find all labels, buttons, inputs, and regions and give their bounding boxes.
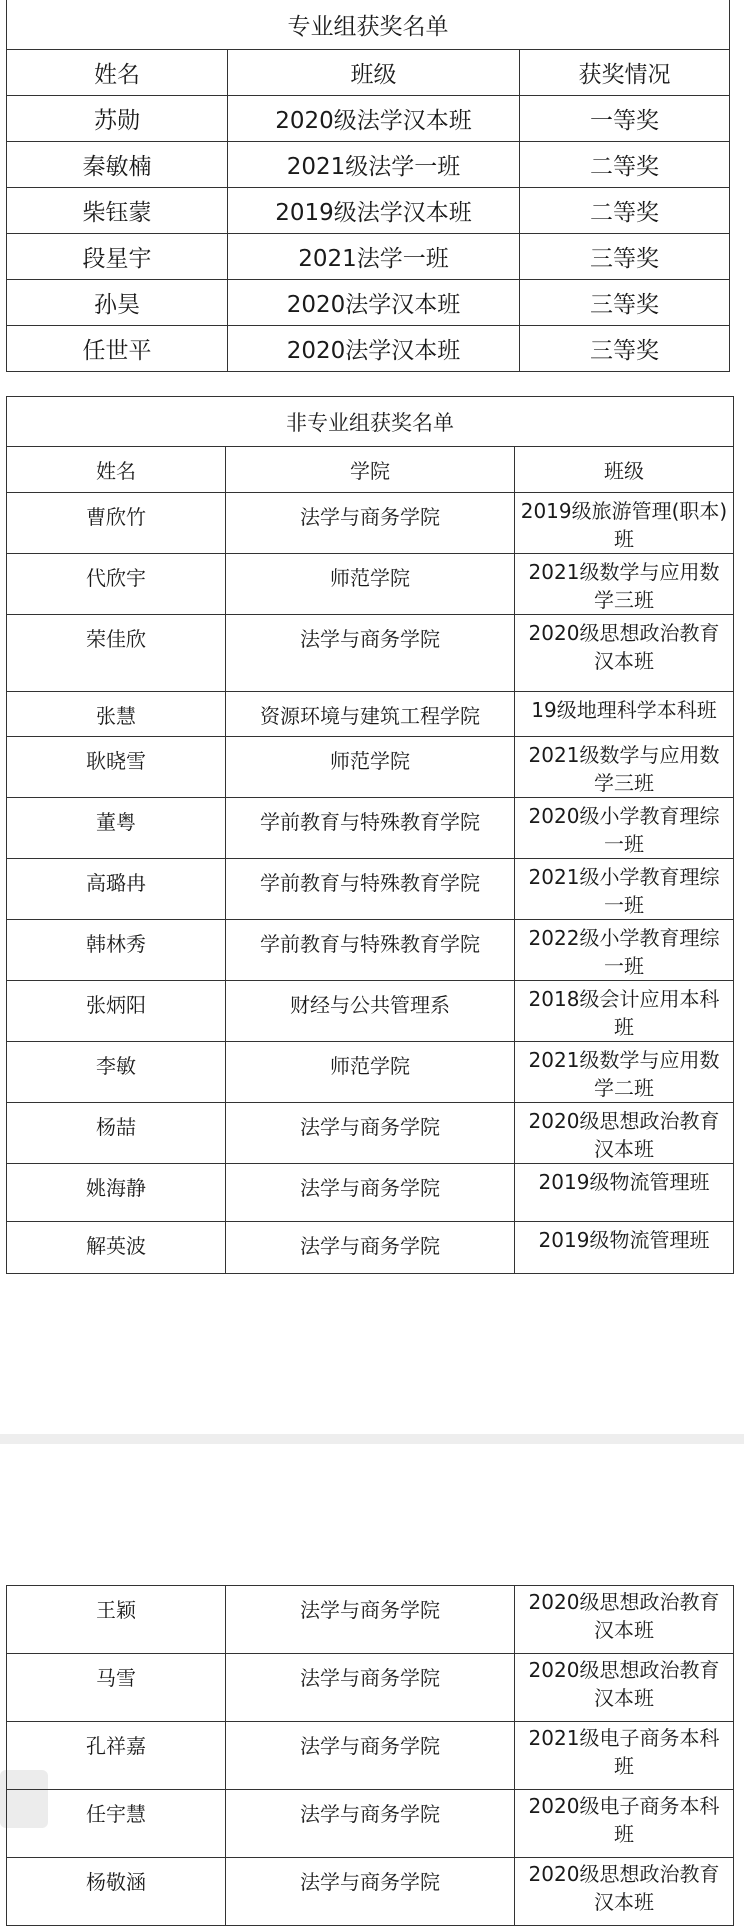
name-cell: 荣佳欣 (7, 615, 226, 692)
award-cell: 三等奖 (520, 326, 730, 372)
award-cell: 三等奖 (520, 280, 730, 326)
class-cell: 2020级思想政治教育汉本班 (515, 1103, 734, 1164)
class-cell: 2021级电子商务本科班 (515, 1722, 734, 1790)
college-cell: 法学与商务学院 (226, 1654, 515, 1722)
page-divider (0, 1434, 744, 1444)
name-cell: 解英波 (7, 1222, 226, 1274)
table-row (7, 1042, 734, 1103)
class-cell: 2019级法学汉本班 (228, 188, 520, 234)
table-row (7, 798, 734, 859)
table-row (7, 1222, 734, 1274)
college-cell: 法学与商务学院 (226, 1586, 515, 1654)
class-cell: 2020级法学汉本班 (228, 96, 520, 142)
name-cell: 张炳阳 (7, 981, 226, 1042)
class-cell: 2022级小学教育理综一班 (515, 920, 734, 981)
name-cell: 耿晓雪 (7, 737, 226, 798)
table-row (7, 615, 734, 692)
table-row (7, 981, 734, 1042)
college-cell: 师范学院 (226, 554, 515, 615)
class-cell: 2020法学汉本班 (228, 280, 520, 326)
name-cell: 李敏 (7, 1042, 226, 1103)
class-cell: 19级地理科学本科班 (515, 692, 734, 737)
header-award: 获奖情况 (520, 50, 730, 96)
table-header-row (7, 50, 730, 96)
name-cell: 代欣宇 (7, 554, 226, 615)
name-cell: 任宇慧 (7, 1790, 226, 1858)
name-cell: 董粤 (7, 798, 226, 859)
header-name: 姓名 (7, 50, 228, 96)
table-row (7, 493, 734, 554)
name-cell: 杨敬涵 (7, 1858, 226, 1926)
table-row (7, 1858, 734, 1926)
table-row (7, 920, 734, 981)
college-cell: 学前教育与特殊教育学院 (226, 798, 515, 859)
table-row (7, 1722, 734, 1790)
nonpro-group-award-table-continued (6, 1585, 734, 1926)
award-cell: 二等奖 (520, 142, 730, 188)
nonpro-group-award-table (6, 396, 734, 1274)
class-cell: 2019级旅游管理(职本)班 (515, 493, 734, 554)
college-cell: 师范学院 (226, 1042, 515, 1103)
table-row (7, 1164, 734, 1222)
college-cell: 法学与商务学院 (226, 1103, 515, 1164)
class-cell: 2020级思想政治教育汉本班 (515, 1858, 734, 1926)
name-cell: 秦敏楠 (7, 142, 228, 188)
name-cell: 苏勋 (7, 96, 228, 142)
class-cell: 2020级电子商务本科班 (515, 1790, 734, 1858)
college-cell: 资源环境与建筑工程学院 (226, 692, 515, 737)
college-cell: 法学与商务学院 (226, 493, 515, 554)
college-cell: 法学与商务学院 (226, 1164, 515, 1222)
name-cell: 孙昊 (7, 280, 228, 326)
class-cell: 2021级小学教育理综一班 (515, 859, 734, 920)
table-row (7, 737, 734, 798)
name-cell: 张慧 (7, 692, 226, 737)
class-cell: 2021法学一班 (228, 234, 520, 280)
name-cell: 孔祥嘉 (7, 1722, 226, 1790)
class-cell: 2019级物流管理班 (515, 1164, 734, 1222)
college-cell: 法学与商务学院 (226, 1222, 515, 1274)
college-cell: 法学与商务学院 (226, 1790, 515, 1858)
award-cell: 二等奖 (520, 188, 730, 234)
class-cell: 2020级思想政治教育汉本班 (515, 1654, 734, 1722)
table-row (7, 280, 730, 326)
table-header-row (7, 447, 734, 493)
college-cell: 学前教育与特殊教育学院 (226, 859, 515, 920)
table-row (7, 1790, 734, 1858)
college-cell: 学前教育与特殊教育学院 (226, 920, 515, 981)
class-cell: 2019级物流管理班 (515, 1222, 734, 1274)
header-class: 班级 (515, 447, 734, 493)
class-cell: 2021级数学与应用数学三班 (515, 554, 734, 615)
name-cell: 柴钰蒙 (7, 188, 228, 234)
college-cell: 法学与商务学院 (226, 1858, 515, 1926)
award-cell: 三等奖 (520, 234, 730, 280)
college-cell: 法学与商务学院 (226, 1722, 515, 1790)
table-row (7, 96, 730, 142)
name-cell: 段星宇 (7, 234, 228, 280)
name-cell: 任世平 (7, 326, 228, 372)
name-cell: 曹欣竹 (7, 493, 226, 554)
name-cell: 杨喆 (7, 1103, 226, 1164)
name-cell: 王颖 (7, 1586, 226, 1654)
class-cell: 2021级数学与应用数学三班 (515, 737, 734, 798)
table-title: 非专业组获奖名单 (7, 397, 734, 447)
table-row (7, 859, 734, 920)
table-row (7, 142, 730, 188)
class-cell: 2020级思想政治教育汉本班 (515, 615, 734, 692)
name-cell: 高璐冉 (7, 859, 226, 920)
table-row (7, 554, 734, 615)
header-class: 班级 (228, 50, 520, 96)
name-cell: 韩林秀 (7, 920, 226, 981)
class-cell: 2020法学汉本班 (228, 326, 520, 372)
award-cell: 一等奖 (520, 96, 730, 142)
header-college: 学院 (226, 447, 515, 493)
table-row (7, 326, 730, 372)
header-name: 姓名 (7, 447, 226, 493)
table-title: 专业组获奖名单 (7, 0, 730, 50)
class-cell: 2021级数学与应用数学二班 (515, 1042, 734, 1103)
table-row (7, 1586, 734, 1654)
table-row (7, 1103, 734, 1164)
table-row (7, 692, 734, 737)
college-cell: 财经与公共管理系 (226, 981, 515, 1042)
pro-group-award-table (6, 0, 730, 372)
table-row (7, 234, 730, 280)
class-cell: 2018级会计应用本科班 (515, 981, 734, 1042)
name-cell: 姚海静 (7, 1164, 226, 1222)
class-cell: 2021级法学一班 (228, 142, 520, 188)
college-cell: 法学与商务学院 (226, 615, 515, 692)
college-cell: 师范学院 (226, 737, 515, 798)
table-row (7, 1654, 734, 1722)
class-cell: 2020级小学教育理综一班 (515, 798, 734, 859)
table-row (7, 188, 730, 234)
class-cell: 2020级思想政治教育汉本班 (515, 1586, 734, 1654)
name-cell: 马雪 (7, 1654, 226, 1722)
